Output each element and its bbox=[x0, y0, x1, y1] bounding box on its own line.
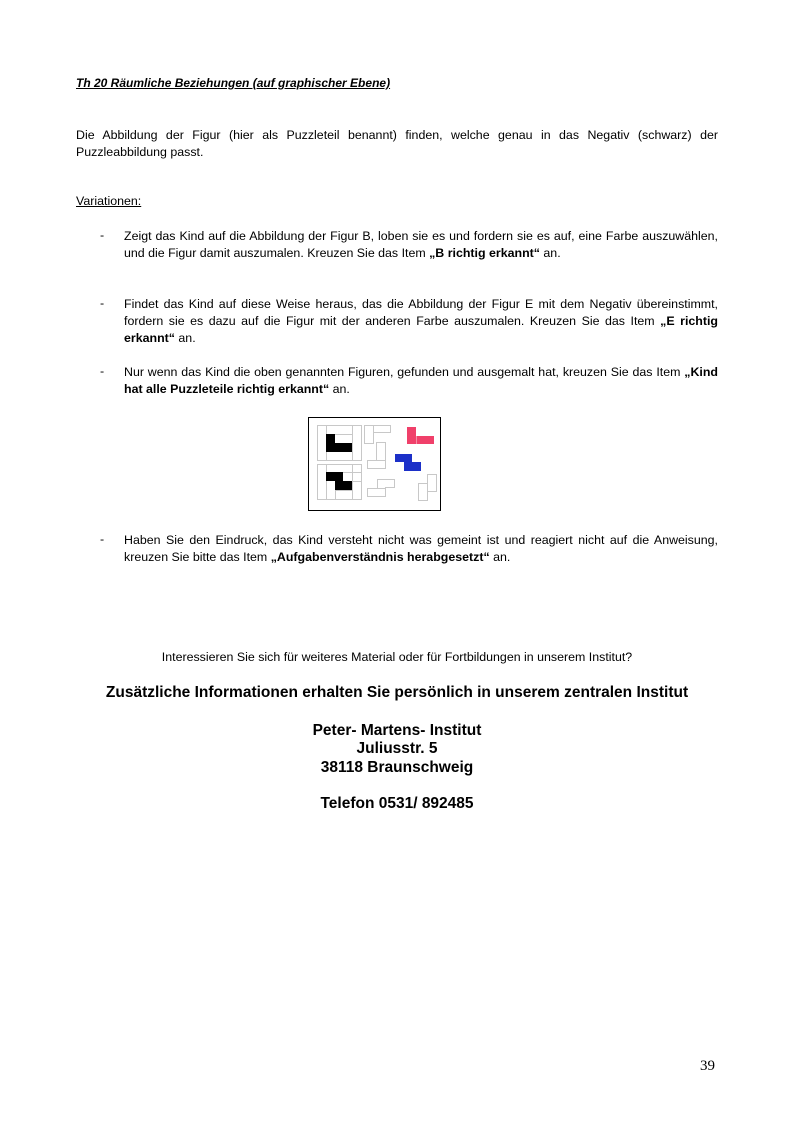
negative-l-shape bbox=[326, 434, 352, 452]
bullet-item-comprehension bbox=[124, 532, 718, 566]
bullet-dash: - bbox=[100, 228, 105, 242]
bullet-bold-item: „B richtig erkannt“ bbox=[429, 246, 540, 260]
page-number: 39 bbox=[700, 1058, 715, 1074]
bullet-bold-item: „E richtig erkannt“ bbox=[124, 314, 719, 345]
bullet-dash: - bbox=[100, 364, 105, 378]
bullet-text: Zeigt das Kind auf die Abbildung der Figur B, loben sie es und fordern sie es auf, eine Farbe auszuwählen, und die Figur damit auszumalen. Kreuzen Sie das Item bbox=[124, 229, 718, 260]
bullet-item-b bbox=[124, 228, 718, 262]
piece-e-blue-z bbox=[395, 454, 421, 471]
bullet-text: Nur wenn das Kind die oben genannten Figuren, gefunden und ausgemalt hat, kreuzen Sie das Item bbox=[124, 365, 685, 379]
bullet-text: Findet das Kind auf diese Weise heraus, das die Abbildung der Figur E mit dem Negativ übereinstimmt, fordern sie es dazu auf die Figur mit der anderen Farbe auszumalen. Kreuzen Sie das Item bbox=[124, 297, 718, 328]
institute-street: Juliusstr. 5 bbox=[356, 740, 438, 757]
bullet-item-e bbox=[124, 296, 718, 347]
bullet-bold-item: „Kind hat alle Puzzleteile richtig erkannt“ bbox=[124, 365, 718, 396]
institute-city: 38118 Braunschweig bbox=[320, 759, 474, 776]
institute-name: Peter- Martens- Institut bbox=[312, 722, 482, 739]
outline-piece-a bbox=[365, 426, 391, 444]
footer-question: Interessieren Sie sich für weiteres Material oder für Fortbildungen in unserem Institut? bbox=[161, 650, 633, 664]
bullet-text-end: an. bbox=[329, 382, 350, 396]
institute-phone: Telefon 0531/ 892485 bbox=[320, 795, 474, 812]
outline-piece-c bbox=[368, 443, 386, 469]
bullet-text: Haben Sie den Eindruck, das Kind versteht nicht was gemeint ist und reagiert nicht auf die Anweisung, kreuzen Sie bitte das Item bbox=[124, 533, 718, 564]
bullet-text-end: an. bbox=[489, 550, 511, 564]
negative-z-shape bbox=[326, 472, 352, 490]
puzzle-illustration bbox=[309, 418, 440, 510]
bullet-item-all bbox=[124, 364, 718, 398]
section-title: Th 20 Räumliche Beziehungen (auf graphischer Ebene) bbox=[76, 76, 391, 90]
bullet-text-end: an. bbox=[539, 246, 561, 260]
bullet-bold-item: „Aufgabenverständnis herabgesetzt“ bbox=[270, 550, 490, 564]
variations-label: Variationen: bbox=[76, 194, 142, 208]
piece-b-red-l bbox=[407, 427, 434, 444]
bullet-dash: - bbox=[100, 532, 105, 546]
intro-paragraph: Die Abbildung der Figur (hier als Puzzleteil benannt) finden, welche genau in das Negativ (schwarz) der Puzzleabbildung passt. bbox=[76, 128, 718, 159]
puzzle-figure bbox=[308, 417, 441, 511]
bullet-dash: - bbox=[100, 296, 105, 310]
footer-info: Zusätzliche Informationen erhalten Sie persönlich in unserem zentralen Institut bbox=[105, 684, 689, 701]
bullet-text-end: an. bbox=[174, 331, 196, 345]
